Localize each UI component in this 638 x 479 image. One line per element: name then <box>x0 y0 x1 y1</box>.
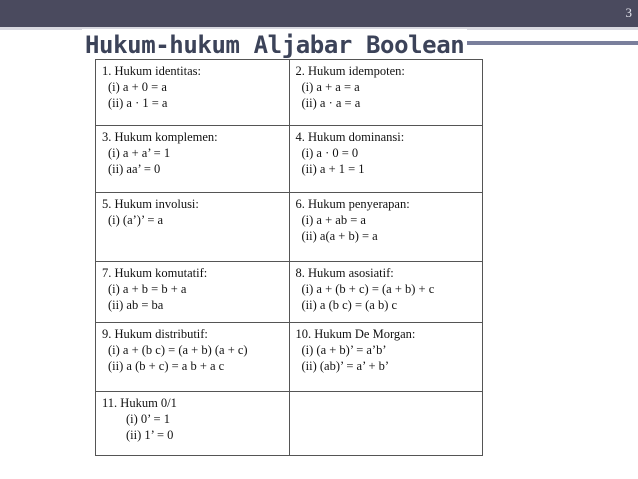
slide-number: 3 <box>625 5 632 20</box>
law-cell-identitas <box>96 60 290 126</box>
law-line: (ii) a · 1 = a <box>108 96 168 110</box>
table-row <box>96 126 483 193</box>
law-line: (ii) ab = ba <box>108 298 164 312</box>
law-heading: 9. Hukum distributif: <box>102 327 208 341</box>
law-heading: 1. Hukum identitas: <box>102 64 201 78</box>
law-heading: 3. Hukum komplemen: <box>102 130 218 144</box>
law-cell-asosiatif <box>289 262 483 323</box>
law-line: (i) a + b = b + a <box>108 282 187 296</box>
law-line: (i) a + 0 = a <box>108 80 167 94</box>
law-cell-de-morgan <box>289 323 483 392</box>
law-line: (ii) a · a = a <box>301 96 361 110</box>
boolean-laws-table <box>95 59 483 456</box>
law-cell-idempoten <box>289 60 483 126</box>
law-heading: 8. Hukum asosiatif: <box>295 266 394 280</box>
law-cell-distributif <box>96 323 290 392</box>
law-line: (ii) a + 1 = 1 <box>301 162 365 176</box>
law-line: (i) a · 0 = 0 <box>301 146 359 160</box>
table-row <box>96 262 483 323</box>
top-bar <box>0 0 638 27</box>
law-line: (i) a + (b c) = (a + b) (a + c) <box>108 343 248 357</box>
law-heading: 10. Hukum De Morgan: <box>295 327 416 341</box>
law-line: (i) 0’ = 1 <box>126 412 170 426</box>
law-line: (i) a + a’ = 1 <box>108 146 171 160</box>
law-line: (ii) 1’ = 0 <box>126 428 174 442</box>
law-line: (ii) a(a + b) = a <box>301 229 378 243</box>
law-heading: 2. Hukum idempoten: <box>295 64 405 78</box>
law-line: (ii) a (b c) = (a b) c <box>301 298 398 312</box>
law-cell-komplemen <box>96 126 290 193</box>
table-row <box>96 60 483 126</box>
page-title: Hukum-hukum Aljabar Boolean <box>82 29 467 61</box>
law-line: (ii) a (b + c) = a b + a c <box>108 359 225 373</box>
law-heading: 5. Hukum involusi: <box>102 197 199 211</box>
law-line: (i) a + (b + c) = (a + b) + c <box>301 282 435 296</box>
law-line: (i) (a + b)’ = a’b’ <box>301 343 387 357</box>
table-row <box>96 193 483 262</box>
law-heading: 4. Hukum dominansi: <box>295 130 405 144</box>
empty-cell <box>289 392 483 456</box>
law-heading: 6. Hukum penyerapan: <box>295 197 410 211</box>
law-line: (ii) aa’ = 0 <box>108 162 161 176</box>
table-row <box>96 392 483 456</box>
law-cell-penyerapan <box>289 193 483 262</box>
law-line: (i) a + ab = a <box>301 213 366 227</box>
law-heading: 7. Hukum komutatif: <box>102 266 208 280</box>
law-heading: 11. Hukum 0/1 <box>102 396 177 410</box>
table-row <box>96 323 483 392</box>
law-line: (i) (a’)’ = a <box>108 213 164 227</box>
law-cell-komutatif <box>96 262 290 323</box>
law-line: (ii) (ab)’ = a’ + b’ <box>301 359 390 373</box>
law-cell-dominansi <box>289 126 483 193</box>
law-line: (i) a + a = a <box>301 80 360 94</box>
law-cell-nol-satu <box>96 392 290 456</box>
law-cell-involusi <box>96 193 290 262</box>
